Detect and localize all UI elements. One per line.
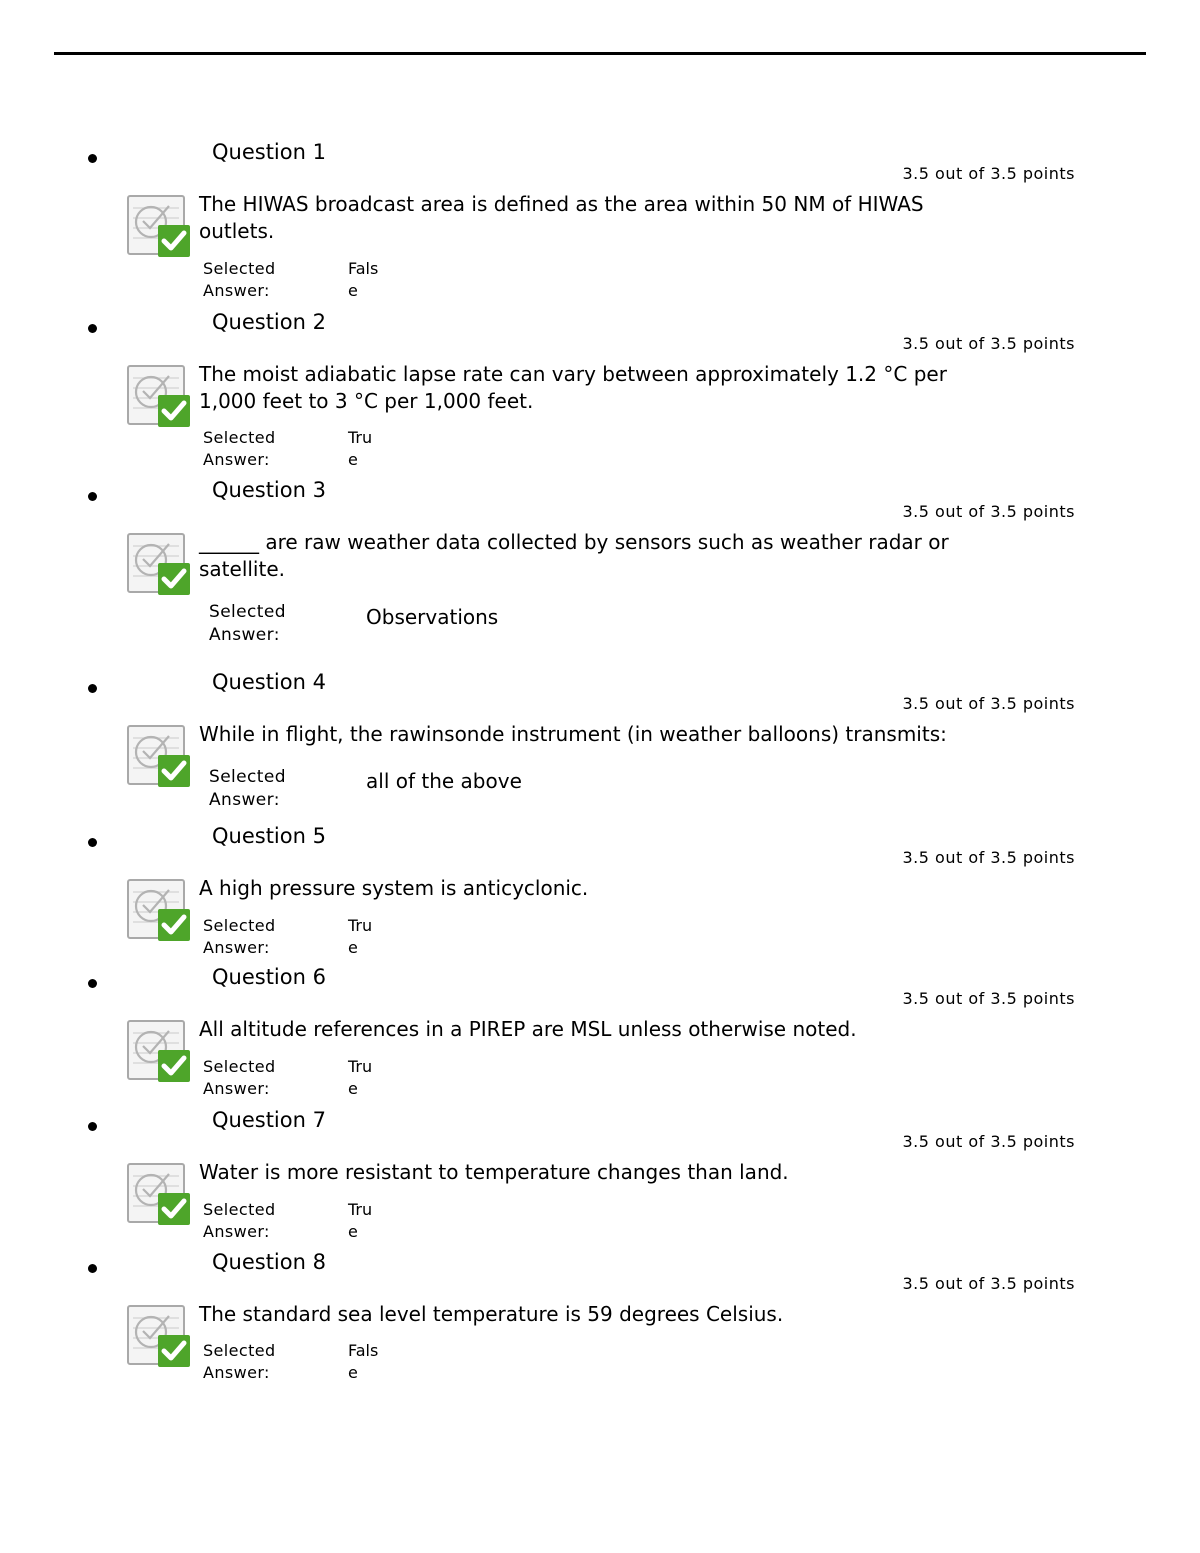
selected-answer-value: False xyxy=(348,1341,379,1382)
selected-answer-label: Selected Answer: xyxy=(203,1341,276,1382)
question-points: 3.5 out of 3.5 points xyxy=(902,848,1075,867)
correct-answer-checkmark-icon xyxy=(125,192,191,258)
question-text: Water is more resistant to temperature changes than land. xyxy=(199,1160,789,1184)
question-text: The standard sea level temperature is 59 degrees Celsius. xyxy=(199,1302,784,1326)
correct-answer-checkmark-icon xyxy=(125,876,191,942)
selected-answer-value: True xyxy=(348,1057,373,1098)
selected-answer-label: Selected Answer: xyxy=(203,1057,276,1098)
question-points: 3.5 out of 3.5 points xyxy=(902,1132,1075,1151)
question-text: The moist adiabatic lapse rate can vary between approximately 1.2 °C per 1,000 feet to 3 °C per 1,000 feet. xyxy=(199,362,947,413)
question-title: Question 4 xyxy=(212,670,326,694)
bullet xyxy=(88,492,97,501)
selected-answer-value: all of the above xyxy=(366,769,522,793)
correct-answer-checkmark-icon xyxy=(125,1017,191,1083)
bullet xyxy=(88,838,97,847)
question-points: 3.5 out of 3.5 points xyxy=(902,502,1075,521)
correct-answer-checkmark-icon xyxy=(125,1160,191,1226)
selected-answer-label: Selected Answer: xyxy=(209,767,286,810)
selected-answer-label: Selected Answer: xyxy=(209,602,286,645)
question-text: All altitude references in a PIREP are MSL unless otherwise noted. xyxy=(199,1017,857,1041)
question-title: Question 5 xyxy=(212,824,326,848)
selected-answer-value: True xyxy=(348,428,373,469)
question-points: 3.5 out of 3.5 points xyxy=(902,1274,1075,1293)
bullet xyxy=(88,979,97,988)
question-title: Question 1 xyxy=(212,140,326,164)
selected-answer-value: False xyxy=(348,259,379,300)
question-text: ______ are raw weather data collected by sensors such as weather radar or satellite. xyxy=(199,530,949,581)
correct-answer-checkmark-icon xyxy=(125,530,191,596)
bullet xyxy=(88,684,97,693)
selected-answer-label: Selected Answer: xyxy=(203,259,276,300)
bullet xyxy=(88,1264,97,1273)
selected-answer-label: Selected Answer: xyxy=(203,916,276,957)
bullet xyxy=(88,154,97,163)
question-points: 3.5 out of 3.5 points xyxy=(902,989,1075,1008)
question-text: A high pressure system is anticyclonic. xyxy=(199,876,589,900)
question-text: While in flight, the rawinsonde instrument (in weather balloons) transmits: xyxy=(199,722,947,746)
question-title: Question 7 xyxy=(212,1108,326,1132)
question-points: 3.5 out of 3.5 points xyxy=(902,334,1075,353)
question-text: The HIWAS broadcast area is defined as the area within 50 NM of HIWAS outlets. xyxy=(199,192,924,243)
correct-answer-checkmark-icon xyxy=(125,1302,191,1368)
selected-answer-label: Selected Answer: xyxy=(203,1200,276,1241)
selected-answer-value: True xyxy=(348,916,373,957)
question-title: Question 2 xyxy=(212,310,326,334)
question-title: Question 3 xyxy=(212,478,326,502)
question-title: Question 8 xyxy=(212,1250,326,1274)
question-points: 3.5 out of 3.5 points xyxy=(902,164,1075,183)
question-points: 3.5 out of 3.5 points xyxy=(902,694,1075,713)
bullet xyxy=(88,1122,97,1131)
bullet xyxy=(88,324,97,333)
top-divider xyxy=(54,52,1146,55)
question-title: Question 6 xyxy=(212,965,326,989)
selected-answer-label: Selected Answer: xyxy=(203,428,276,469)
correct-answer-checkmark-icon xyxy=(125,362,191,428)
selected-answer-value: Observations xyxy=(366,605,499,629)
correct-answer-checkmark-icon xyxy=(125,722,191,788)
selected-answer-value: True xyxy=(348,1200,373,1241)
